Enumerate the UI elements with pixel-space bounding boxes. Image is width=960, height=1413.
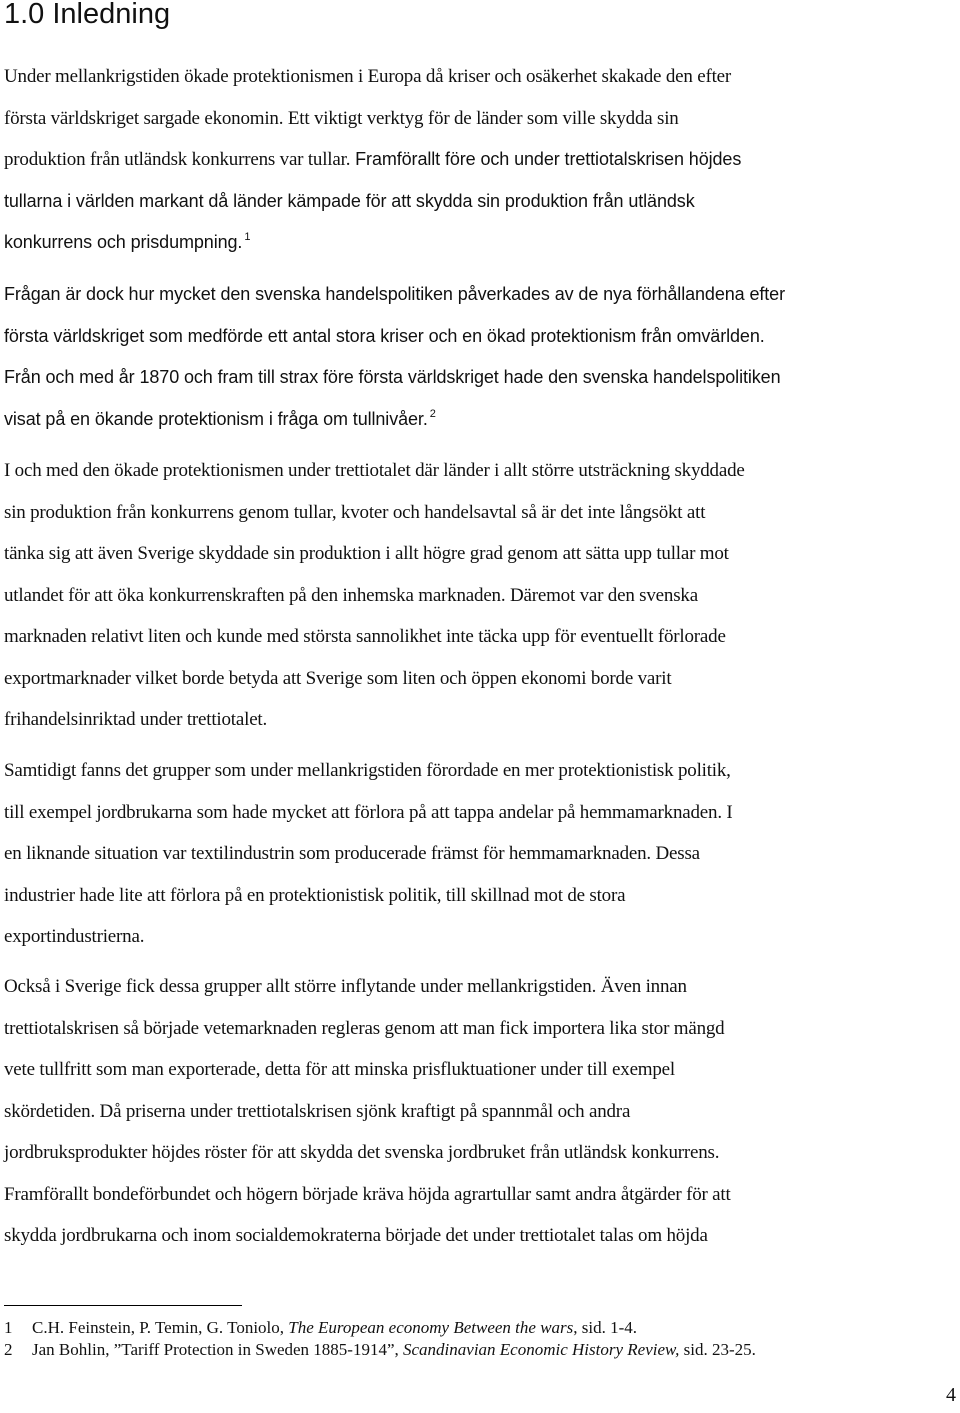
footnote-2: [4, 1339, 756, 1361]
footnote-ref-1[interactable]: 1: [244, 231, 251, 243]
text-line: visat på en ökande protektionism i fråga om tullnivåer.: [4, 408, 428, 429]
text-line: marknaden relativt liten och kunde med största sannolikhet inte täcka upp för eventuellt förlorade: [4, 626, 726, 647]
footnote-number: 1: [4, 1318, 13, 1337]
text-line: skydda jordbrukarna och inom socialdemokraterna började det under trettiotalet talas om höjda: [4, 1225, 708, 1246]
text-line: Frågan är dock hur mycket den svenska handelspolitiken påverkades av de nya förhållandena efter: [4, 284, 785, 304]
text-line: Framförallt bondeförbundet och högern började kräva höjda agrartullar samt andra åtgärder för att: [4, 1183, 731, 1205]
text-line: Från och med år 1870 och fram till strax före första världskriget hade den svenska handelspolitiken: [4, 367, 781, 387]
footnote-text: sid. 23-25.: [679, 1340, 756, 1359]
paragraph-5: [4, 966, 956, 1257]
text-line: konkurrens och prisdumpning.: [4, 232, 243, 252]
text-line: Också i Sverige fick dessa grupper allt större inflytande under mellankrigstiden. Även innan: [4, 976, 687, 997]
footnote-separator: [4, 1305, 242, 1306]
text-line: skördetiden. Då priserna under trettiotalskrisen sjönk kraftigt på spannmål och andra: [4, 1100, 631, 1122]
text-line: jordbruksprodukter höjdes röster för att skydda det svenska jordbruket från utländsk konkurrens.: [4, 1142, 720, 1163]
footnote-text: Jan Bohlin, ”Tariff Protection in Sweden 1885-1914”,: [32, 1340, 404, 1359]
text-line: Under mellankrigstiden ökade protektionismen i Europa då kriser och osäkerhet skakade den efter: [4, 66, 732, 87]
text-line: sin produktion från konkurrens genom tullar, kvoter och handelsavtal så är det inte långsökt att: [4, 501, 706, 523]
footnote-1: [4, 1317, 637, 1339]
page-number: 4: [946, 1384, 956, 1406]
footnote-ref-2[interactable]: 2: [429, 407, 436, 420]
text-line: tänka sig att även Sverige skyddade sin produktion i allt högre grad genom att sätta upp tullar mot: [4, 543, 729, 564]
text-line: tullarna i världen markant då länder kämpade för att skydda sin produktion från utländsk: [4, 190, 695, 211]
text-line: produktion från utländsk konkurrens var tullar.: [4, 149, 351, 170]
footnote-number: 2: [4, 1340, 13, 1359]
text-line: till exempel jordbrukarna som hade mycket att förlora på att tappa andelar på hemmamarknaden. I: [4, 801, 733, 823]
text-line: första världskriget som medförde ett antal stora kriser och en ökad protektionism från omvärlden.: [4, 325, 765, 346]
text-line: Framförallt före och under trettiotalskrisen höjdes: [350, 149, 742, 169]
text-line: industrier hade lite att förlora på en protektionistisk politik, till skillnad mot de stora: [4, 884, 626, 906]
footnote-text: , sid. 1-4.: [573, 1318, 638, 1337]
text-line: Samtidigt fanns det grupper som under mellankrigstiden förordade en mer protektionistisk politik,: [4, 760, 731, 781]
text-line: frihandelsinriktad under trettiotalet.: [4, 709, 268, 730]
paragraph-2: [4, 274, 956, 440]
footnote-title: The European economy Between the wars: [288, 1318, 574, 1337]
footnote-text: C.H. Feinstein, P. Temin, G. Toniolo,: [32, 1318, 289, 1337]
text-line: en liknande situation var textilindustrin som producerade främst för hemmamarknaden. Dessa: [4, 843, 700, 864]
section-heading: 1.0 Inledning: [4, 0, 171, 30]
text-line: I och med den ökade protektionismen under trettiotalet där länder i allt större utsträckning skyddade: [4, 460, 745, 481]
text-line: vete tullfritt som man exporterade, detta för att minska prisfluktuationer under till exempel: [4, 1059, 675, 1080]
text-line: exportmarknader vilket borde betyda att Sverige som liten och öppen ekonomi borde varit: [4, 667, 672, 689]
text-line: exportindustrierna.: [4, 926, 145, 947]
paragraph-4: [4, 750, 956, 958]
paragraph-1: [4, 56, 956, 264]
footnote-title: Scandinavian Economic History Review,: [403, 1340, 680, 1359]
text-line: första världskriget sargade ekonomin. Ett viktigt verktyg för de länder som ville skydda sin: [4, 107, 679, 129]
text-line: trettiotalskrisen så började vetemarknaden regleras genom att man fick importera lika stor mängd: [4, 1017, 725, 1039]
text-line: utlandet för att öka konkurrenskraften på den inhemska marknaden. Däremot var den svenska: [4, 584, 698, 606]
paragraph-3: [4, 450, 956, 741]
